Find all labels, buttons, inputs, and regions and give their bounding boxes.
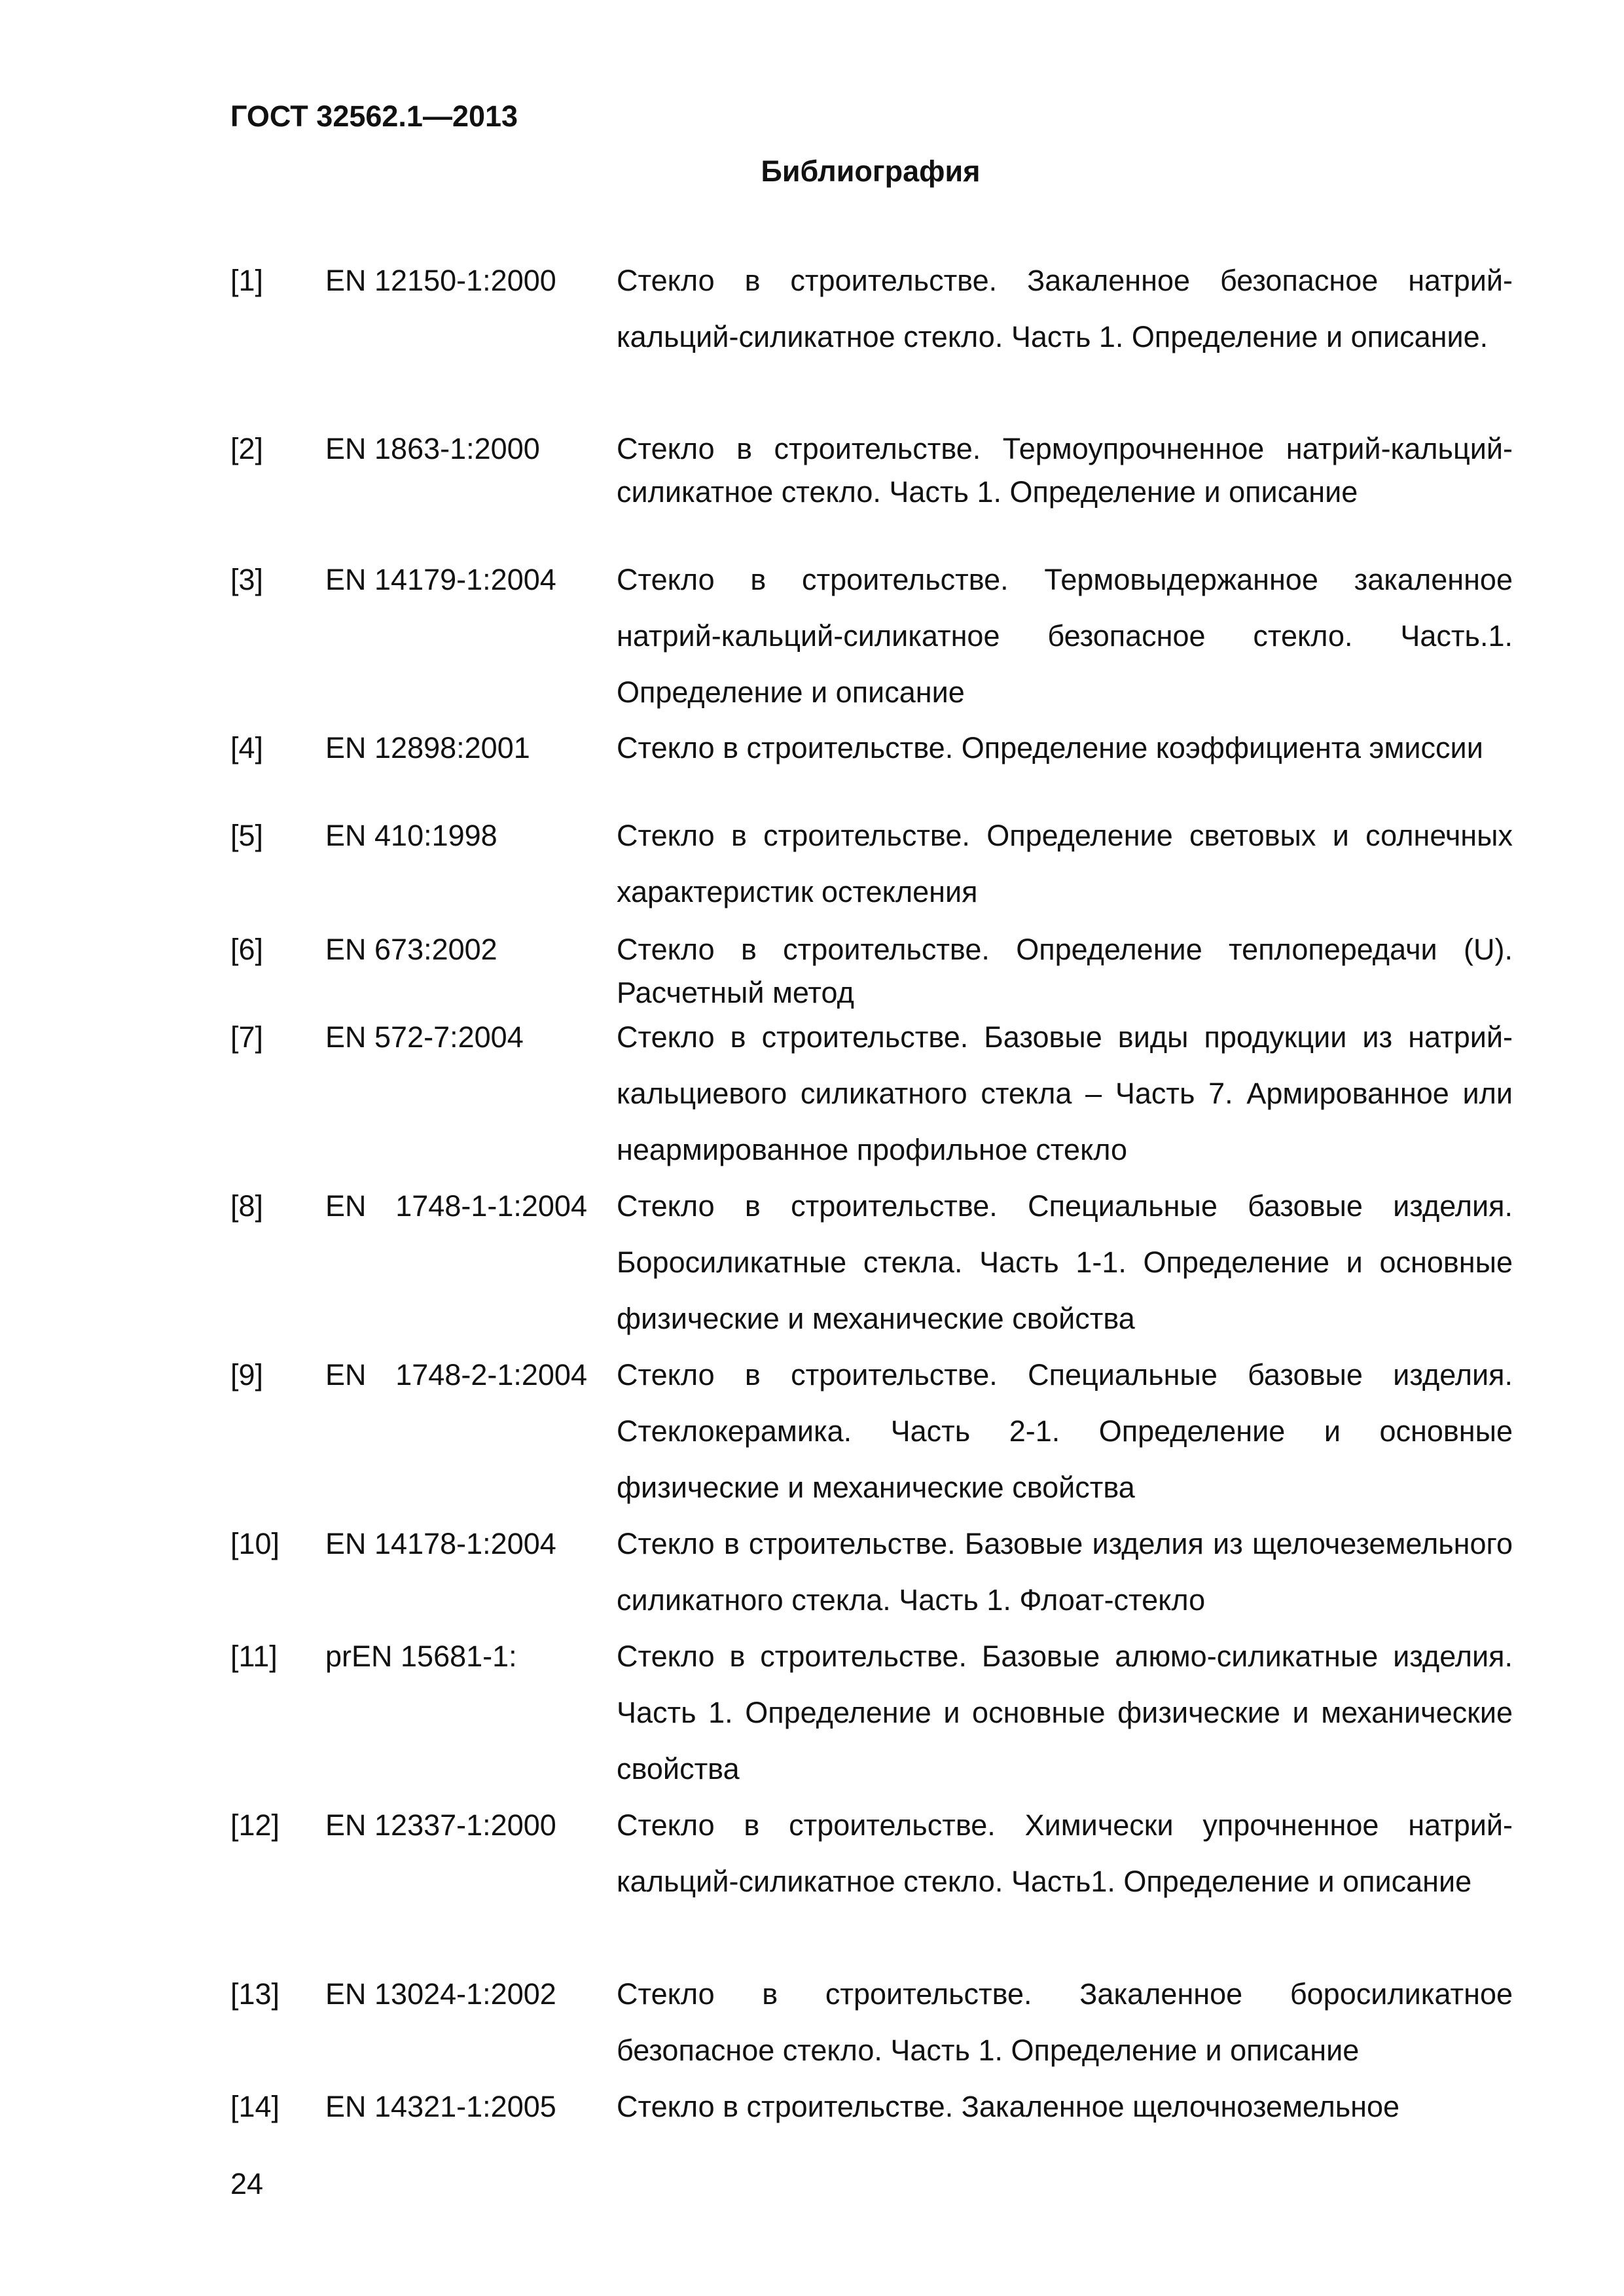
entry-standard-code: EN 14321-1:2005 (325, 2090, 556, 2123)
entry-number: [10] (230, 1527, 280, 1560)
entry-description: Стекло в строительстве. Определение световых и солнечных характеристик остекления (617, 819, 1513, 908)
entry-description: Стекло в строительстве. Закаленное безопасное натрий-кальций-силикатное стекло. Часть 1. Определение и описание. (617, 264, 1513, 353)
entry-description: Стекло в строительстве. Термовыдержанное закаленное натрий-кальций-силикатное безопасное стекло. Часть.1. Определение и описание (617, 563, 1513, 709)
entry-standard-code: EN 673:2002 (325, 933, 497, 966)
entry-description: Стекло в строительстве. Определение коэффициента эмиссии (617, 731, 1483, 764)
entry-description: Стекло в строительстве. Определение теплопередачи (U). Расчетный метод (617, 933, 1513, 1009)
entry-number: [5] (230, 819, 264, 852)
entry-description: Стекло в строительстве. Специальные базовые изделия. Боросиликатные стекла. Часть 1-1. Определение и основные физические и механические свойства (617, 1189, 1513, 1335)
entry-standard-code: EN 410:1998 (325, 819, 497, 852)
entry-description: Стекло в строительстве. Закаленное боросиликатное безопасное стекло. Часть 1. Определение и описание (617, 1977, 1513, 2067)
entry-number: [11] (230, 1640, 278, 1673)
entry-standard-code: EN 1863-1:2000 (325, 432, 540, 465)
entry-number: [13] (230, 1977, 280, 2011)
entry-number: [1] (230, 264, 264, 297)
entry-number: [12] (230, 1808, 280, 1842)
entry-number: [2] (230, 432, 264, 465)
entry-standard-code: EN 14178-1:2004 (325, 1527, 556, 1560)
entry-standard-code: EN 12150-1:2000 (325, 264, 556, 297)
entry-standard-code: EN 1748-2-1:2004 (325, 1358, 587, 1391)
document-code: ГОСТ 32562.1—2013 (230, 99, 518, 133)
entry-description: Стекло в строительстве. Специальные базовые изделия. Стеклокерамика. Часть 2-1. Определение и основные физические и механические свойства (617, 1358, 1513, 1504)
entry-description: Стекло в строительстве. Термоупрочненное натрий-кальций-силикатное стекло. Часть 1. Определение и описание (617, 432, 1513, 509)
entry-standard-code: prEN 15681-1: (325, 1640, 517, 1673)
entry-standard-code: EN 1748-1-1:2004 (325, 1189, 587, 1223)
entry-description: Стекло в строительстве. Закаленное щелочноземельное (617, 2090, 1400, 2123)
entry-number: [6] (230, 933, 264, 966)
entry-standard-code: EN 572-7:2004 (325, 1020, 524, 1054)
entry-description: Стекло в строительстве. Базовые алюмо-силикатные изделия. Часть 1. Определение и основные физические и механические свойства (617, 1640, 1513, 1785)
page-number: 24 (230, 2167, 264, 2200)
entry-standard-code: EN 14179-1:2004 (325, 563, 556, 596)
entry-number: [7] (230, 1020, 264, 1054)
entry-number: [14] (230, 2090, 280, 2123)
section-title: Библиография (761, 154, 981, 188)
entry-standard-code: EN 12337-1:2000 (325, 1808, 556, 1842)
entry-number: [9] (230, 1358, 264, 1391)
entry-description: Стекло в строительстве. Химически упрочненное натрий-кальций-силикатное стекло. Часть1. Определение и описание (617, 1808, 1513, 1898)
entry-number: [8] (230, 1189, 264, 1223)
entry-number: [3] (230, 563, 264, 596)
entry-description: Стекло в строительстве. Базовые изделия из щелочеземельного силикатного стекла. Часть 1. Флоат-стекло (617, 1527, 1513, 1617)
entry-description: Стекло в строительстве. Базовые виды продукции из натрий-кальциевого силикатного стекла – Часть 7. Армированное или неармированное профильное стекло (617, 1020, 1513, 1166)
entry-number: [4] (230, 731, 264, 764)
entry-standard-code: EN 13024-1:2002 (325, 1977, 556, 2011)
entry-standard-code: EN 12898:2001 (325, 731, 530, 764)
